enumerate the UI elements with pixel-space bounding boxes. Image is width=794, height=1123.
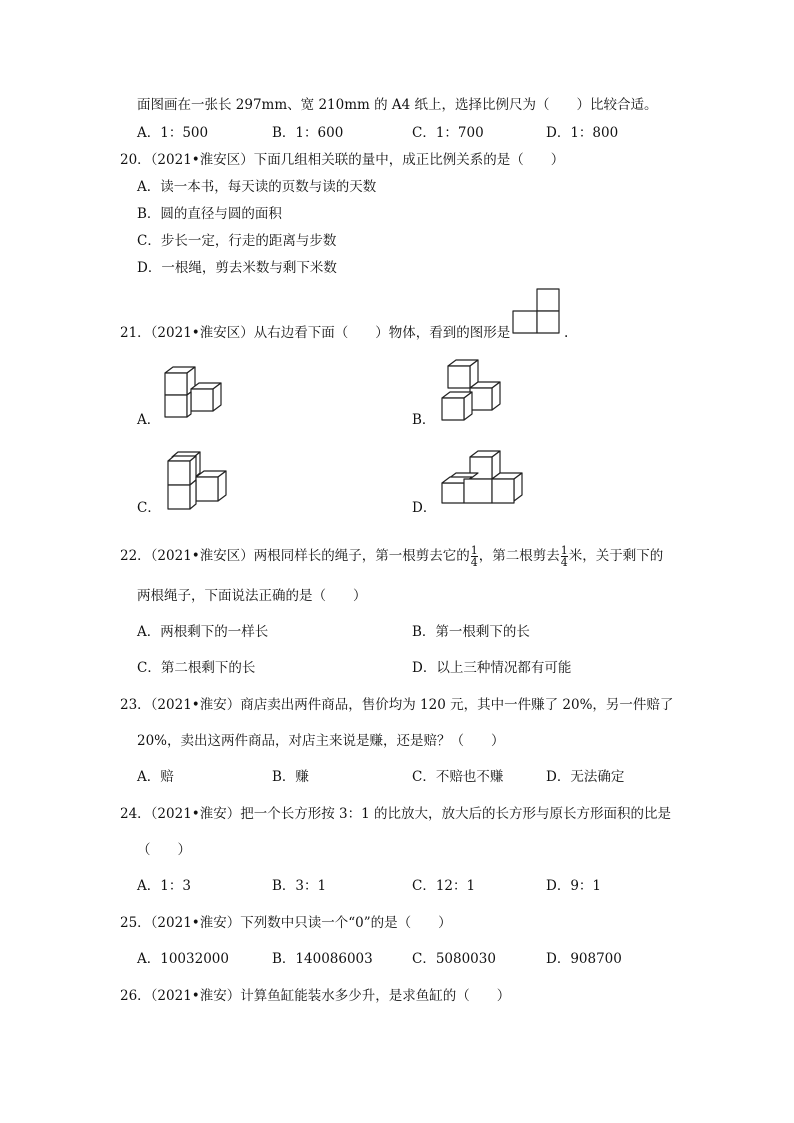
q22-stem-part-3: 米，关于剩下的 xyxy=(568,548,664,564)
q22-stem-part-2: ，第二根剪去 xyxy=(478,548,560,564)
q23-stem: 23．（2021•淮安）商店卖出两件商品，售价均为 120 元，其中一件赚了 20%，另一件赔了 xyxy=(120,697,674,713)
q24-option-d: D．9：1 xyxy=(546,878,602,894)
q24-line2: （ ） xyxy=(137,842,191,858)
q21-cube-figure-c xyxy=(164,451,234,513)
q21-right-view-figure xyxy=(512,288,562,334)
q24-option-b: B．3：1 xyxy=(272,878,327,894)
q24-option-c: C．12：1 xyxy=(412,878,476,894)
fraction-denominator: 4 xyxy=(560,556,568,569)
fraction-denominator: 4 xyxy=(470,556,478,569)
q23-option-d: D．无法确定 xyxy=(546,769,625,785)
q23-line2: 20%，卖出这两件商品，对店主来说是赚，还是赔？（ ） xyxy=(137,733,505,749)
q19-option-c: C．1：700 xyxy=(412,125,484,141)
fraction-numerator: 1 xyxy=(560,544,568,557)
q19-option-a: A．1：500 xyxy=(137,125,209,141)
q20-stem: 20．（2021•淮安区）下面几组相关联的量中，成正比例关系的是（ ） xyxy=(120,152,565,168)
q21-option-b: B． xyxy=(412,412,436,428)
q20-option-b: B．圆的直径与圆的面积 xyxy=(137,206,282,222)
q22-option-a: A．两根剩下的一样长 xyxy=(137,624,269,640)
q19-option-b: B．1：600 xyxy=(272,125,344,141)
q23-option-a: A．赔 xyxy=(137,769,174,785)
q22-option-d: D．以上三种情况都有可能 xyxy=(412,660,572,676)
q22-stem xyxy=(120,545,663,568)
q21-option-d: D． xyxy=(412,500,437,516)
q24-option-a: A．1：3 xyxy=(137,878,191,894)
q22-fraction-1 xyxy=(471,545,478,568)
fraction-numerator: 1 xyxy=(470,544,478,557)
q19-line: 面图画在一张长 297mm、宽 210mm 的 A4 纸上，选择比例尺为（ ）比较合适。 xyxy=(137,97,658,113)
q22-option-b: B．第一根剩下的长 xyxy=(412,624,530,640)
q21-cube-figure-a xyxy=(161,365,231,425)
q21-stem: 21．（2021•淮安区）从右边看下面（ ）物体，看到的图形是 xyxy=(120,325,511,341)
q21-cube-figure-d xyxy=(440,449,540,509)
q22-stem-part-1: 22．（2021•淮安区）两根同样长的绳子，第一根剪去它的 xyxy=(120,548,470,564)
q23-option-b: B．赚 xyxy=(272,769,309,785)
q25-option-d: D．908700 xyxy=(546,951,622,967)
q23-option-c: C．不赔也不赚 xyxy=(412,769,504,785)
q24-stem: 24．（2021•淮安）把一个长方形按 3：1 的比放大，放大后的长方形与原长方形面积的比是 xyxy=(120,806,672,822)
q19-option-d: D．1：800 xyxy=(546,125,619,141)
q25-option-b: B．140086003 xyxy=(272,951,373,967)
q20-option-c: C．步长一定，行走的距离与步数 xyxy=(137,233,337,249)
q21-period: . xyxy=(564,325,569,341)
q22-option-c: C．第二根剩下的长 xyxy=(137,660,256,676)
q20-option-a: A．读一本书，每天读的页数与读的天数 xyxy=(137,179,377,195)
q25-stem: 25．（2021•淮安）下列数中只读一个“0”的是（ ） xyxy=(120,915,452,931)
q26-stem: 26．（2021•淮安）计算鱼缸能装水多少升，是求鱼缸的（ ） xyxy=(120,988,511,1004)
q25-option-a: A．10032000 xyxy=(137,951,229,967)
q21-option-c: C． xyxy=(137,500,161,516)
q22-line2: 两根绳子，下面说法正确的是（ ） xyxy=(137,588,367,604)
q21-option-a: A． xyxy=(137,412,161,428)
q22-fraction-2 xyxy=(561,545,568,568)
q21-cube-figure-b xyxy=(440,358,510,424)
q20-option-d: D．一根绳，剪去米数与剩下米数 xyxy=(137,260,337,276)
q25-option-c: C．5080030 xyxy=(412,951,496,967)
